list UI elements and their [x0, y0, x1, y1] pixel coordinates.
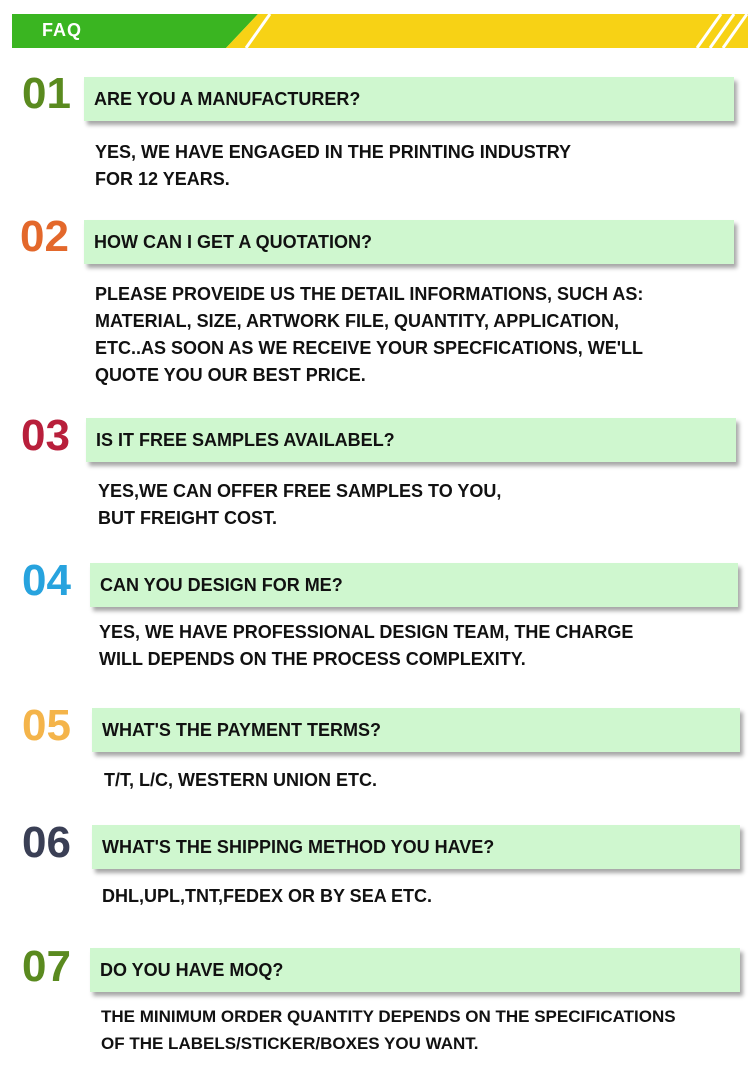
faq-number: 05 — [22, 701, 71, 750]
answer-line: ETC..AS SOON AS WE RECEIVE YOUR SPECFICATIONS, WE'LL — [95, 338, 643, 358]
answer-line: PLEASE PROVEIDE US THE DETAIL INFORMATIONS, SUCH AS: — [95, 284, 644, 304]
answer-line: THE MINIMUM ORDER QUANTITY DEPENDS ON THE SPECIFICATIONS — [101, 1007, 676, 1026]
faq-answer — [101, 1003, 676, 1057]
faq-question: WHAT'S THE SHIPPING METHOD YOU HAVE? — [102, 837, 495, 857]
faq-question-box — [90, 563, 738, 607]
faq-question: CAN YOU DESIGN FOR ME? — [100, 575, 343, 595]
answer-line: QUOTE YOU OUR BEST PRICE. — [95, 365, 366, 385]
faq-number: 03 — [21, 411, 70, 460]
faq-number: 06 — [22, 818, 71, 867]
answer-line: DHL,UPL,TNT,FEDEX OR BY SEA ETC. — [102, 886, 433, 906]
faq-answer — [98, 478, 501, 532]
banner-graphic — [12, 14, 748, 48]
answer-line: YES, WE HAVE ENGAGED IN THE PRINTING INDUSTRY — [95, 142, 572, 162]
faq-title: FAQ — [42, 20, 83, 40]
answer-line: YES, WE HAVE PROFESSIONAL DESIGN TEAM, THE CHARGE — [99, 622, 634, 642]
faq-question-box — [90, 948, 740, 992]
faq-number: 01 — [22, 69, 71, 118]
faq-question: HOW CAN I GET A QUOTATION? — [94, 232, 372, 252]
faq-answer — [95, 139, 571, 193]
faq-question-box — [92, 708, 740, 752]
faq-answer — [95, 281, 643, 389]
faq-question: WHAT'S THE PAYMENT TERMS? — [102, 720, 381, 740]
faq-number: 04 — [22, 556, 71, 605]
faq-question: IS IT FREE SAMPLES AVAILABEL? — [96, 430, 395, 450]
answer-line: OF THE LABELS/STICKER/BOXES YOU WANT. — [101, 1034, 479, 1053]
faq-number: 07 — [22, 942, 71, 991]
answer-line: WILL DEPENDS ON THE PROCESS COMPLEXITY. — [99, 649, 526, 669]
faq-banner — [12, 14, 748, 48]
banner-yellow-shape — [226, 14, 748, 48]
faq-question-box — [84, 220, 734, 264]
answer-line: T/T, L/C, WESTERN UNION ETC. — [104, 770, 377, 790]
faq-answer — [104, 767, 377, 794]
faq-answer — [99, 619, 633, 673]
faq-question-box — [86, 418, 736, 462]
faq-question-box — [84, 77, 734, 121]
answer-line: YES,WE CAN OFFER FREE SAMPLES TO YOU, — [98, 481, 502, 501]
answer-line: MATERIAL, SIZE, ARTWORK FILE, QUANTITY, APPLICATION, — [95, 311, 619, 331]
answer-line: FOR 12 YEARS. — [95, 169, 230, 189]
faq-number: 02 — [20, 212, 69, 261]
faq-answer — [102, 883, 432, 910]
answer-line: BUT FREIGHT COST. — [98, 508, 277, 528]
faq-question: DO YOU HAVE MOQ? — [100, 960, 284, 980]
faq-question: ARE YOU A MANUFACTURER? — [94, 89, 361, 109]
faq-question-box — [92, 825, 740, 869]
